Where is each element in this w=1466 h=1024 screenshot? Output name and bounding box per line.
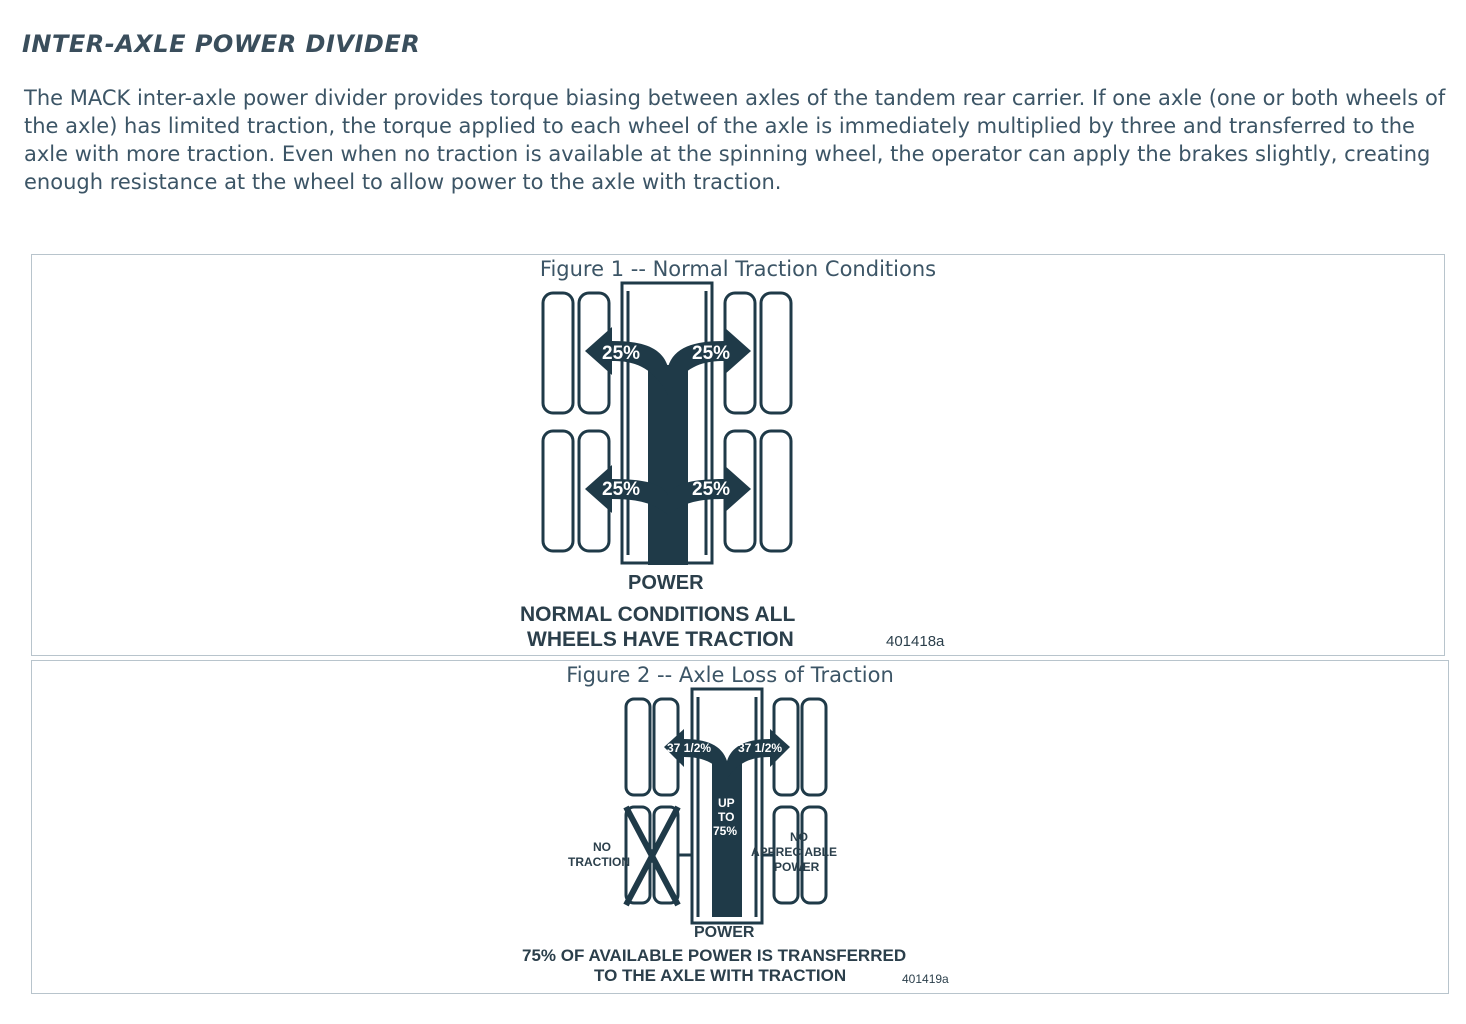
tire-rear-left-outer: [543, 431, 573, 551]
description-paragraph: The MACK inter-axle power divider provides torque biasing between axles of the tandem rear carrier. If one axle (one or both wheels of the axle) has limited traction, the torque applied to each wheel of the axle is immediately multiplied by three and transferred to the axle with more traction. Even when no traction is available at the spinning wheel, the operator can apply the brakes slightly, creating enough resistance at the wheel to allow power to the axle with traction.: [24, 86, 1446, 194]
no-traction-cross: [626, 807, 678, 905]
up-to-line-3: 75%: [713, 824, 738, 838]
percent-top-right: 25%: [692, 343, 731, 364]
percent-bottom-right: 25%: [692, 479, 731, 500]
figure-2-diagram: [32, 661, 1448, 993]
tire-front-right-outer: [802, 699, 826, 795]
power-shaft: [712, 761, 742, 917]
up-to-line-2: TO: [718, 810, 735, 824]
up-to-line-1: UP: [718, 796, 735, 810]
percent-right: 37 1/2%: [738, 741, 783, 755]
percent-top-left: 25%: [602, 343, 641, 364]
no-power-line-3: POWER: [774, 860, 820, 874]
percent-bottom-left: 25%: [602, 479, 641, 500]
note-line-2: TO THE AXLE WITH TRACTION: [594, 966, 847, 985]
tire-front-right-outer: [761, 293, 791, 413]
figure-code: 401418a: [886, 633, 945, 650]
note-line-1: 75% OF AVAILABLE POWER IS TRANSFERRED: [522, 946, 907, 965]
tire-front-left-outer: [626, 699, 650, 795]
tire-front-left-outer: [543, 293, 573, 413]
no-power-line-1: NO: [790, 830, 808, 844]
figure-1-frame: [31, 254, 1445, 656]
no-power-line-2: APPRECIABLE: [751, 845, 838, 859]
power-label: POWER: [628, 572, 704, 594]
tire-rear-right-outer: [761, 431, 791, 551]
power-label: POWER: [694, 924, 755, 941]
no-traction-line-2: TRACTION: [568, 855, 630, 869]
section-heading: INTER-AXLE POWER DIVIDER: [22, 30, 421, 58]
figure-2-caption: Figure 2 -- Axle Loss of Traction: [566, 663, 894, 687]
percent-left: 37 1/2%: [667, 741, 712, 755]
figure-1-diagram: [32, 255, 1444, 655]
figure-code: 401419a: [902, 972, 949, 986]
note-line-1: NORMAL CONDITIONS ALL: [520, 603, 796, 626]
figure-1-caption: Figure 1 -- Normal Traction Conditions: [539, 257, 937, 281]
figure-2-frame: [31, 660, 1449, 994]
no-traction-line-1: NO: [593, 840, 611, 854]
note-line-2: WHEELS HAVE TRACTION: [527, 628, 794, 651]
